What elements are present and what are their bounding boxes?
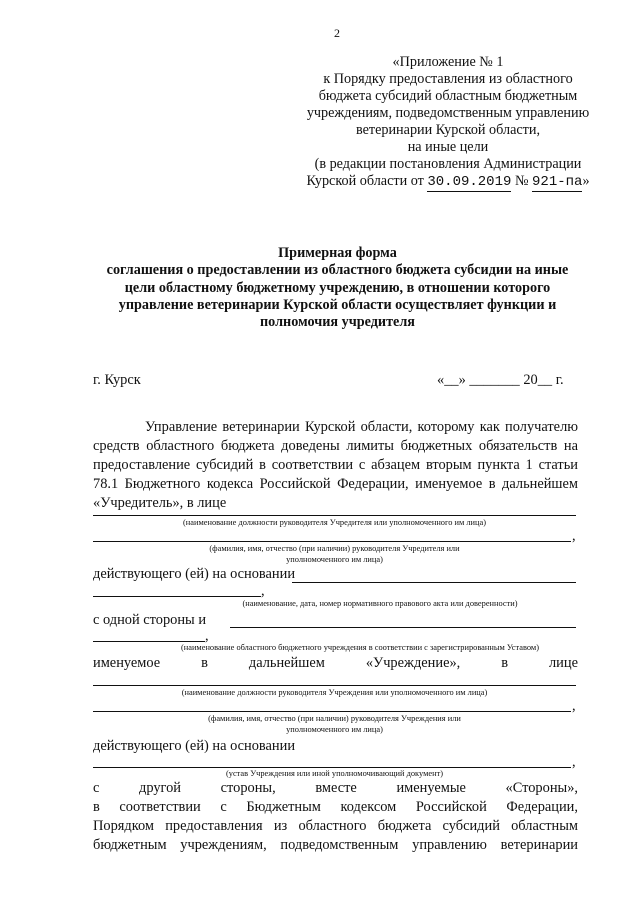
comma: , [572, 754, 576, 770]
word: в [93, 799, 100, 815]
page-number: 2 [334, 26, 340, 40]
appendix-line: на иные цели [407, 139, 489, 155]
comma: , [261, 583, 265, 599]
title-line: соглашения о предоставлении из областного бюджета субсидии на иные [106, 262, 569, 279]
word: с [93, 780, 100, 796]
field-caption: (наименование, дата, номер нормативного правового акта или доверенности) [242, 599, 518, 608]
field-caption: (фамилия, имя, отчество (при наличии) руководителя Учредителя или [209, 544, 460, 553]
word: другой [139, 780, 181, 796]
appendix-line: к Порядку предоставления из областного [323, 71, 573, 87]
word: именуемое [93, 655, 161, 671]
fill-line [93, 541, 571, 542]
title-line: управление ветеринарии Курской области осуществляет функции и [118, 296, 557, 313]
title-line: цели областному бюджетному учреждению, в отношении которого [124, 279, 551, 296]
fill-line [93, 767, 571, 768]
word: вместе [315, 780, 357, 796]
word: стороны, [220, 780, 276, 796]
appendix-line: ветеринарии Курской области, [355, 122, 541, 138]
document-title [90, 245, 585, 331]
appendix-line: бюджета субсидий областным бюджетным [318, 88, 578, 104]
closing-quote: » [582, 173, 590, 189]
title-line: Примерная форма [278, 245, 397, 261]
acting-basis-label: действующего (ей) на основании [93, 738, 296, 754]
budget-code-line [93, 799, 578, 816]
field-caption: (наименование должности руководителя Учреждения или уполномоченного им лица) [181, 688, 488, 697]
appendix-prefix: Курской области от [306, 173, 424, 189]
para-line: средств областного бюджета доведены лимиты бюджетных обязательств на [93, 438, 578, 454]
fill-line [230, 627, 576, 628]
appendix-line: (в редакции постановления Администрации [314, 156, 582, 172]
comma: , [572, 698, 576, 714]
word: именуемые [396, 780, 466, 796]
title-line: полномочия учредителя [260, 314, 415, 331]
word: дальнейшем [248, 655, 325, 671]
para-line: Управление ветеринарии Курской области, которому как получателю [145, 419, 578, 435]
number-label: № [514, 173, 529, 189]
named-line [93, 655, 578, 672]
word: Бюджетным [246, 799, 321, 815]
appendix-edition-line [268, 173, 628, 192]
appendix-line: «Приложение № 1 [392, 54, 504, 70]
edition-date: 30.09.2019 [427, 174, 512, 190]
word: лице [549, 655, 578, 671]
word: Российской [415, 799, 487, 815]
para-line: предоставление субсидий в соответствии с абзацем вторым пункта 1 статьи [93, 457, 578, 473]
para-line: «Учредитель», в лице [93, 495, 227, 511]
date-blank: «__» _______ 20__ г. [437, 372, 564, 388]
place: г. Курск [93, 372, 141, 388]
field-caption: (устав Учреждения или иной уполномочивающий документ) [225, 769, 444, 778]
fill-line [93, 641, 205, 642]
word: Федерации, [506, 799, 578, 815]
comma: , [205, 628, 209, 644]
field-caption: (наименование должности руководителя Учредителя или уполномоченного им лица) [182, 518, 487, 527]
acting-basis-label: действующего (ей) на основании [93, 566, 296, 582]
word: в [501, 655, 509, 671]
field-caption: (наименование областного бюджетного учреждения в соответствии с зарегистрированным Уставом) [180, 643, 540, 652]
word: соответствии [119, 799, 201, 815]
one-side-label: с одной стороны и [93, 612, 207, 628]
fill-line [93, 515, 576, 516]
word: «Стороны», [505, 780, 578, 796]
other-side-line [93, 780, 578, 797]
word: кодексом [340, 799, 397, 815]
fill-line [93, 596, 261, 597]
field-caption: уполномоченного им лица) [286, 555, 383, 564]
appendix-line: учреждениям, подведомственным управлению [306, 105, 590, 121]
comma: , [572, 528, 576, 544]
word: с [220, 799, 227, 815]
field-caption: уполномоченного им лица) [286, 725, 383, 734]
fill-line [292, 582, 576, 583]
fill-line [93, 711, 571, 712]
fill-line [93, 685, 576, 686]
word: «Учреждение», [365, 655, 461, 671]
field-caption: (фамилия, имя, отчество (при наличии) руководителя Учреждения или [208, 714, 461, 723]
para-line: Порядком предоставления из областного бюджета субсидий областным [93, 818, 578, 834]
para-line: 78.1 Бюджетного кодекса Российской Федерации, именуемое в дальнейшем [93, 476, 578, 492]
edition-number: 921-па [532, 174, 583, 190]
word: в [201, 655, 208, 671]
para-line: бюджетным учреждениям, подведомственным управлению ветеринарии [93, 837, 578, 853]
appendix-header [268, 54, 628, 192]
